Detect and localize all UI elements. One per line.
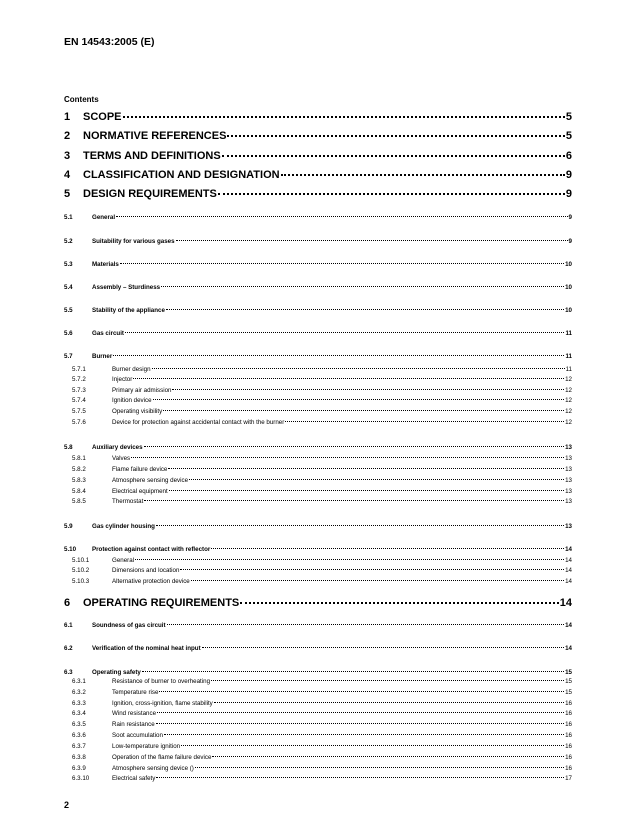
toc-entry-title: Resistance of burner to overheating xyxy=(112,678,211,685)
toc-entry-title: TERMS AND DEFINITIONS xyxy=(83,150,221,162)
toc-entry-title: Operating safety xyxy=(92,669,141,676)
toc-entry[interactable] xyxy=(64,307,572,319)
toc-entry-number: 5.10.2 xyxy=(64,567,112,574)
toc-entry-page: 10 xyxy=(565,261,572,268)
dot-leader xyxy=(116,216,568,217)
toc-entry[interactable] xyxy=(64,775,572,787)
toc-entry-page: 13 xyxy=(565,444,572,451)
dot-leader xyxy=(153,399,565,400)
dot-leader xyxy=(227,135,564,137)
toc-entry[interactable] xyxy=(64,353,572,365)
toc-entry-page: 16 xyxy=(565,754,572,761)
toc-entry-number: 5.8 xyxy=(64,444,92,451)
toc-entry-number: 5.10 xyxy=(64,546,92,553)
dot-leader xyxy=(240,602,558,604)
dot-leader xyxy=(135,559,564,560)
toc-entry-number: 5.7.1 xyxy=(64,366,112,373)
toc-entry-title: Rain resistance xyxy=(112,721,155,728)
dot-leader xyxy=(156,525,564,526)
toc-entry-page: 13 xyxy=(565,498,572,505)
dot-leader xyxy=(161,286,564,287)
toc-entry-title: Operation of the flame failure device xyxy=(112,754,212,761)
dot-leader xyxy=(131,457,564,458)
dot-leader xyxy=(211,548,564,549)
dot-leader xyxy=(212,756,564,757)
toc-entry-title: General xyxy=(92,214,116,221)
toc-entry-title: Electrical equipment xyxy=(112,488,168,495)
toc-entry-page: 14 xyxy=(565,546,572,553)
toc-entry-number: 5.7.4 xyxy=(64,397,112,404)
dot-leader xyxy=(218,193,565,195)
toc-entry[interactable] xyxy=(64,111,572,125)
toc-entry-page: 13 xyxy=(565,477,572,484)
dot-leader xyxy=(156,723,564,724)
toc-entry[interactable] xyxy=(64,130,572,144)
dot-leader xyxy=(222,155,565,157)
dot-leader xyxy=(172,389,564,390)
toc-entry-title: Atmosphere sensing device () xyxy=(112,765,194,772)
toc-entry[interactable] xyxy=(64,597,572,611)
dot-leader xyxy=(211,680,564,681)
toc-entry-page: 9 xyxy=(565,169,572,181)
toc-entry-number: 6.3.2 xyxy=(64,689,112,696)
toc-entry[interactable] xyxy=(64,419,572,431)
toc-entry-title: Suitability for various gases xyxy=(92,238,175,245)
toc-entry-title: SCOPE xyxy=(83,111,122,123)
toc-entry-page: 11 xyxy=(565,330,572,337)
toc-entry-page: 13 xyxy=(565,466,572,473)
toc-entry-page: 9 xyxy=(568,238,572,245)
toc-entry-page: 5 xyxy=(565,111,572,123)
dot-leader xyxy=(166,309,564,310)
toc-entry-number: 5.10.1 xyxy=(64,557,112,564)
toc-entry-number: 5.10.3 xyxy=(64,578,112,585)
toc-entry-number: 5.7.3 xyxy=(64,387,112,394)
page-number: 2 xyxy=(64,800,70,810)
dot-leader xyxy=(214,702,564,703)
toc-entry-number: 5.4 xyxy=(64,284,92,291)
toc-entry-number: 5.1 xyxy=(64,214,92,221)
dot-leader xyxy=(113,355,564,356)
toc-entry-title: Protection against contact with reflector xyxy=(92,546,211,553)
toc-entry-number: 5.6 xyxy=(64,330,92,337)
dot-leader xyxy=(157,712,564,713)
dot-leader xyxy=(168,468,564,469)
toc-entry-number: 6.3.8 xyxy=(64,754,112,761)
toc-entry-title: Temperature rise xyxy=(112,689,159,696)
toc-entry-page: 14 xyxy=(559,597,572,609)
toc-entry-number: 5.8.3 xyxy=(64,477,112,484)
toc-entry-title: Device for protection against accidental contact with the burner xyxy=(112,419,285,426)
toc-entry-page: 16 xyxy=(565,765,572,772)
toc-entry-title: OPERATING REQUIREMENTS xyxy=(83,597,240,609)
toc-entry-title: Flame failure device xyxy=(112,466,168,473)
toc-entry-title: Operating visibility xyxy=(112,408,163,415)
toc-entry-number: 6.3.4 xyxy=(64,710,112,717)
dot-leader xyxy=(163,410,564,411)
toc-entry-page: 14 xyxy=(565,622,572,629)
dot-leader xyxy=(202,647,564,648)
contents-heading: Contents xyxy=(64,95,99,104)
toc-entry-number: 5.7 xyxy=(64,353,92,360)
toc-entry-number: 6.1 xyxy=(64,622,92,629)
toc-entry-page: 12 xyxy=(565,376,572,383)
toc-entry-page: 13 xyxy=(565,488,572,495)
toc-entry-page: 14 xyxy=(565,567,572,574)
toc-entry[interactable] xyxy=(64,523,572,535)
dot-leader xyxy=(169,490,564,491)
toc-entry-page: 16 xyxy=(565,710,572,717)
toc-entry-title: Dimensions and location xyxy=(112,567,180,574)
toc-entry[interactable] xyxy=(64,188,572,202)
toc-entry-number: 1 xyxy=(64,111,83,123)
toc-entry-number: 6.3.1 xyxy=(64,678,112,685)
toc-entry-page: 10 xyxy=(565,307,572,314)
toc-entry-number: 5.8.2 xyxy=(64,466,112,473)
toc-entry-page: 6 xyxy=(565,150,572,162)
document-header: EN 14543:2005 (E) xyxy=(64,36,155,48)
toc-entry-page: 15 xyxy=(565,678,572,685)
toc-entry-title: Primary air admission xyxy=(112,387,172,394)
toc-entry-number: 6 xyxy=(64,597,83,609)
dot-leader xyxy=(195,767,564,768)
toc-entry-page: 10 xyxy=(565,284,572,291)
toc-entry-number: 6.3.10 xyxy=(64,775,112,782)
toc-entry-page: 14 xyxy=(565,645,572,652)
toc-entry-number: 6.3.6 xyxy=(64,732,112,739)
dot-leader xyxy=(181,745,564,746)
dot-leader xyxy=(285,421,564,422)
toc-entry-page: 11 xyxy=(565,366,572,373)
toc-entry-title: Soundness of gas circuit xyxy=(92,622,166,629)
toc-entry-page: 15 xyxy=(565,669,572,676)
toc-entry-number: 5.2 xyxy=(64,238,92,245)
toc-entry-title: General xyxy=(112,557,135,564)
toc-entry[interactable] xyxy=(64,645,572,657)
toc-entry-page: 16 xyxy=(565,743,572,750)
toc-entry-number: 5.7.5 xyxy=(64,408,112,415)
toc-entry-number: 5.8.1 xyxy=(64,455,112,462)
toc-entry-number: 6.3.3 xyxy=(64,700,112,707)
toc-entry[interactable] xyxy=(64,578,572,590)
toc-entry-page: 11 xyxy=(565,353,572,360)
dot-leader xyxy=(123,116,565,118)
dot-leader xyxy=(156,777,564,778)
toc-entry-number: 6.3.7 xyxy=(64,743,112,750)
toc-entry[interactable] xyxy=(64,261,572,273)
toc-entry-number: 3 xyxy=(64,150,83,162)
toc-entry-number: 5.5 xyxy=(64,307,92,314)
toc-entry-title: NORMATIVE REFERENCES xyxy=(83,130,227,142)
toc-entry[interactable] xyxy=(64,238,572,250)
toc-entry-page: 13 xyxy=(565,523,572,530)
dot-leader xyxy=(142,671,564,672)
toc-entry-page: 9 xyxy=(568,214,572,221)
toc-entry-page: 16 xyxy=(565,700,572,707)
dot-leader xyxy=(133,378,564,379)
toc-entry-title: Alternative protection device xyxy=(112,578,190,585)
toc-entry-title: Low-temperature ignition xyxy=(112,743,181,750)
toc-entry-number: 6.3.5 xyxy=(64,721,112,728)
toc-entry-number: 5.7.2 xyxy=(64,376,112,383)
toc-entry-number: 5.3 xyxy=(64,261,92,268)
toc-entry-title: Burner design xyxy=(112,366,151,373)
toc-entry-page: 16 xyxy=(565,732,572,739)
toc-entry-page: 12 xyxy=(565,387,572,394)
toc-entry-title: Valves xyxy=(112,455,131,462)
toc-entry-number: 5.8.4 xyxy=(64,488,112,495)
toc-entry-number: 2 xyxy=(64,130,83,142)
toc-entry-number: 5.9 xyxy=(64,523,92,530)
toc-entry-number: 6.2 xyxy=(64,645,92,652)
dot-leader xyxy=(125,332,564,333)
toc-entry-title: Stability of the appliance xyxy=(92,307,165,314)
dot-leader xyxy=(189,479,564,480)
toc-entry-number: 5.8.5 xyxy=(64,498,112,505)
toc-entry-title: Electrical safety xyxy=(112,775,156,782)
toc-entry-number: 6.3.9 xyxy=(64,765,112,772)
toc-entry-page: 13 xyxy=(565,455,572,462)
toc-entry-title: Verification of the nominal heat input xyxy=(92,645,201,652)
toc-entry-title: Soot accumulation xyxy=(112,732,163,739)
toc-entry[interactable] xyxy=(64,284,572,296)
dot-leader xyxy=(159,691,564,692)
toc-entry-title: Materials xyxy=(92,261,119,268)
toc-entry-title: Auxiliary devices xyxy=(92,444,143,451)
toc-entry-title: Ignition, cross-ignition, flame stability xyxy=(112,700,213,707)
toc-entry-page: 12 xyxy=(565,408,572,415)
toc-entry-title: DESIGN REQUIREMENTS xyxy=(83,188,217,200)
dot-leader xyxy=(144,446,565,447)
toc-entry-page: 14 xyxy=(565,557,572,564)
toc-entry-page: 14 xyxy=(565,578,572,585)
toc-entry-page: 16 xyxy=(565,721,572,728)
toc-entry[interactable] xyxy=(64,169,572,183)
toc-entry-page: 17 xyxy=(565,775,572,782)
dot-leader xyxy=(176,240,568,241)
toc-entry[interactable] xyxy=(64,150,572,164)
toc-entry-title: Burner xyxy=(92,353,113,360)
toc-entry-title: Wind resistance xyxy=(112,710,157,717)
toc-entry-title: Injector xyxy=(112,376,133,383)
dot-leader xyxy=(152,368,565,369)
toc-entry[interactable] xyxy=(64,214,572,226)
dot-leader xyxy=(281,174,565,176)
toc-entry-page: 12 xyxy=(565,397,572,404)
toc-entry-title: Gas cylinder housing xyxy=(92,523,155,530)
toc-entry-title: Thermostat xyxy=(112,498,144,505)
dot-leader xyxy=(164,734,564,735)
toc-entry-number: 4 xyxy=(64,169,83,181)
toc-entry-page: 12 xyxy=(565,419,572,426)
toc-entry-number: 5.7.6 xyxy=(64,419,112,426)
toc-entry-page: 5 xyxy=(565,130,572,142)
dot-leader xyxy=(191,580,564,581)
toc-entry-number: 5 xyxy=(64,188,83,200)
toc-entry[interactable] xyxy=(64,330,572,342)
dot-leader xyxy=(144,500,564,501)
toc-entry-title: CLASSIFICATION AND DESIGNATION xyxy=(83,169,280,181)
toc-entry-title: Ignition device xyxy=(112,397,152,404)
toc-entry[interactable] xyxy=(64,498,572,510)
dot-leader xyxy=(120,263,564,264)
toc-entry-title: Atmosphere sensing device xyxy=(112,477,189,484)
toc-entry-number: 6.3 xyxy=(64,669,92,676)
toc-entry-title: Gas circuit xyxy=(92,330,124,337)
toc-entry-page: 9 xyxy=(565,188,572,200)
toc-entry-title: Assembly – Sturdiness xyxy=(92,284,161,291)
toc-entry-page: 15 xyxy=(565,689,572,696)
dot-leader xyxy=(180,569,564,570)
toc-entry[interactable] xyxy=(64,622,572,634)
dot-leader xyxy=(167,624,565,625)
